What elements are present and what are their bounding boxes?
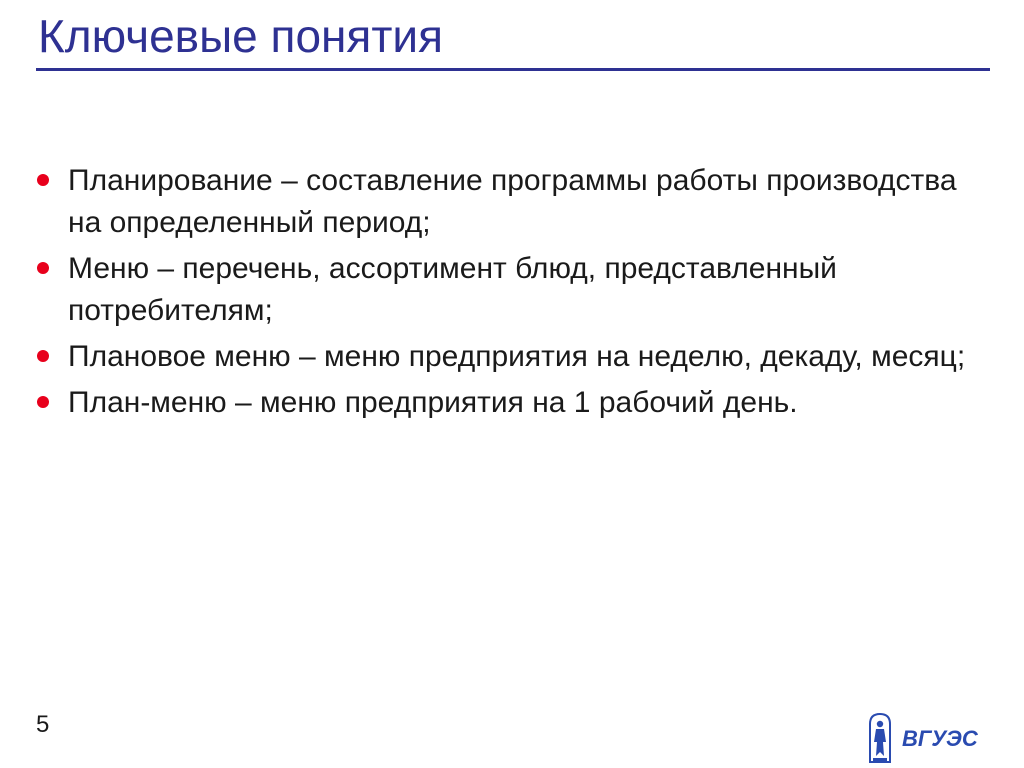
bullet-item-planning — [36, 160, 986, 244]
bullet-dot-icon — [37, 174, 49, 186]
bullet-text: План-меню – меню предприятия на 1 рабочий день. — [68, 386, 798, 419]
page-number: 5 — [36, 711, 50, 738]
logo-text: ВГУЭС — [902, 726, 978, 751]
bullet-dot-icon — [37, 396, 49, 408]
university-logo — [866, 712, 990, 764]
bullet-item-menu — [36, 248, 986, 332]
bullet-item-planned-menu — [36, 336, 986, 378]
bullet-dot-icon — [37, 350, 49, 362]
slide-title: Ключевые понятия — [38, 10, 444, 62]
bullet-text: Планирование – составление программы работы производства на определенный период; — [68, 164, 957, 239]
bullet-text: Меню – перечень, ассортимент блюд, представленный потребителям; — [68, 252, 837, 327]
bullet-text: Плановое меню – меню предприятия на неделю, декаду, месяц; — [68, 340, 966, 373]
university-emblem-icon — [870, 714, 890, 762]
bullet-item-plan-menu — [36, 382, 986, 424]
bullet-list — [36, 160, 986, 428]
bullet-dot-icon — [37, 262, 49, 274]
title-divider — [36, 68, 990, 71]
